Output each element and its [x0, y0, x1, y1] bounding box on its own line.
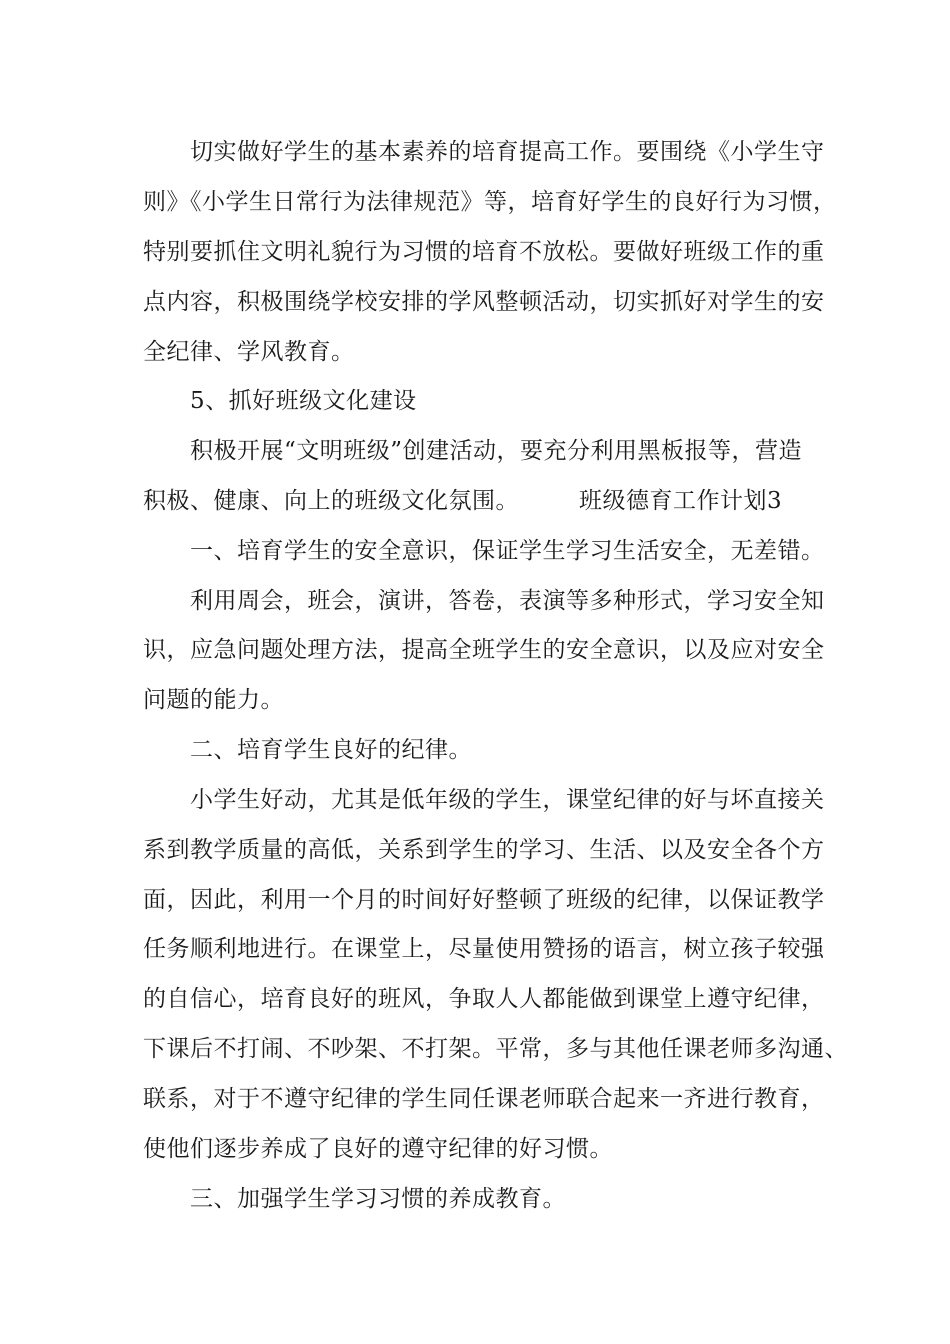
paragraph-text: 积极、健康、向上的班级文化氛围。	[143, 488, 519, 514]
paragraph-line: 联系，对于不遵守纪律的学生同任课老师联合起来一齐进行教育，	[143, 1086, 825, 1112]
paragraph-line: 积极开展“文明班级”创建活动，要充分利用黑板报等，营造	[190, 438, 803, 464]
paragraph-line: 点内容，积极围绕学校安排的学风整顿活动，切实抓好对学生的安	[143, 289, 825, 315]
paragraph-line: 使他们逐步养成了良好的遵守纪律的好习惯。	[143, 1136, 613, 1162]
paragraph-line: 全纪律、学风教育。	[143, 339, 355, 365]
paragraph-line: 任务顺利地进行。在课堂上，尽量使用赞扬的语言，树立孩子较强	[143, 936, 825, 962]
section-heading: 二、培育学生良好的纪律。	[190, 737, 472, 763]
section-heading: 5、抓好班级文化建设	[190, 388, 417, 414]
paragraph-line: 则》《小学生日常行为法律规范》等，培育好学生的良好行为习惯，	[143, 189, 837, 215]
paragraph-line: 小学生好动，尤其是低年级的学生，课堂纪律的好与坏直接关	[190, 787, 825, 813]
section-heading: 三、加强学生学习习惯的养成教育。	[190, 1186, 566, 1212]
paragraph-line: 问题的能力。	[143, 687, 284, 713]
paragraph-line: 切实做好学生的基本素养的培育提高工作。要围绕《小学生守	[190, 139, 825, 165]
document-title: 班级德育工作计划3	[579, 488, 783, 514]
paragraph-line: 特别要抓住文明礼貌行为习惯的培育不放松。要做好班级工作的重	[143, 239, 825, 265]
paragraph-line: 面，因此，利用一个月的时间好好整顿了班级的纪律，以保证教学	[143, 887, 825, 913]
paragraph-line-with-title	[143, 486, 782, 516]
paragraph-line: 下课后不打闹、不吵架、不打架。平常，多与其他任课老师多沟通、	[143, 1036, 848, 1062]
paragraph-line: 识，应急问题处理方法，提高全班学生的安全意识，以及应对安全	[143, 637, 825, 663]
paragraph-line: 系到教学质量的高低，关系到学生的学习、生活、以及安全各个方	[143, 837, 825, 863]
paragraph-line: 的自信心，培育良好的班风，争取人人都能做到课堂上遵守纪律，	[143, 986, 825, 1012]
section-heading: 一、培育学生的安全意识，保证学生学习生活安全，无差错。	[190, 538, 825, 564]
paragraph-line: 利用周会，班会，演讲，答卷，表演等多种形式，学习安全知	[190, 588, 825, 614]
